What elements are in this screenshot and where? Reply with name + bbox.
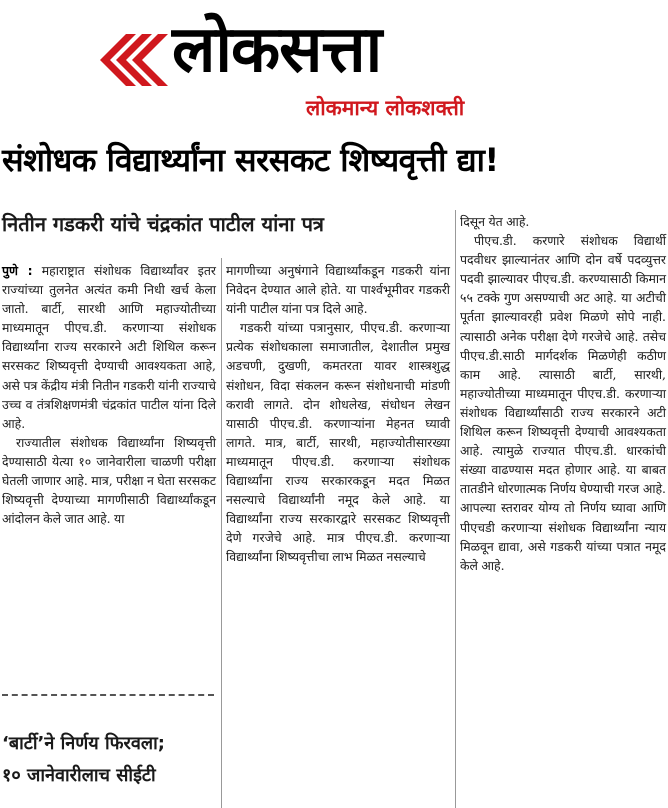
related-headline-line: ‘बार्टी’ने निर्णय फिरवला; — [2, 733, 165, 754]
related-headline-line: १० जानेवारीलाच सीईटी — [2, 765, 156, 786]
related-story-headline — [2, 728, 216, 792]
column-divider — [455, 210, 456, 808]
section-divider — [2, 694, 214, 696]
masthead — [0, 0, 668, 128]
article-headline: संशोधक विद्यार्थ्यांना सरसकट शिष्यवृत्ती द्या! — [2, 141, 499, 179]
dateline: पुणे : — [2, 263, 33, 278]
article-paragraph: मागणीच्या अनुषंगाने विद्यार्थ्यांकडून गडकरी यांना निवेदन देण्यात आले होते. या पार्श्वभूमीवर गडकरी यांनी पाटील यांना पत्र दिले आहे. — [226, 263, 450, 317]
article-paragraph: दिसून येत आहे. — [460, 214, 530, 229]
article-column-2 — [226, 261, 450, 567]
article-column-3 — [460, 212, 666, 575]
article-paragraph — [2, 261, 216, 433]
newspaper-logo: लोकसत्ता — [172, 13, 382, 87]
column-divider — [221, 258, 222, 808]
paragraph-text: महाराष्ट्रात संशोधक विद्यार्थ्यांवर इतर राज्यांच्या तुलनेत अत्यंत कमी निधी खर्च केला जातो. बार्टी, सारथी आणि महाज्योतीच्या माध्यमातून पीएच.डी. करणाऱ्या संशोधक विद्यार्थ्यांना राज्य सरकारने अटी शिथिल करून सरसकट शिष्यवृत्ती देण्याची आवश्यकता आहे, असे पत्र केंद्रीय मंत्री नितीन गडकरी यांनी राज्याचे उच्च व तंत्रशिक्षणमंत्री चंद्रकांत पाटील यांना दिले आहे. — [2, 263, 216, 431]
article-column-1 — [2, 261, 216, 528]
newspaper-tagline: लोकमान्य लोकशक्ती — [306, 96, 465, 120]
article-subhead: नितीन गडकरी यांचे चंद्रकांत पाटील यांना पत्र — [2, 212, 324, 236]
article-paragraph: पीएच.डी. करणारे संशोधक विद्यार्थी पदवीधर झाल्यानंतर आणि दोन वर्षे पदव्युत्तर पदवी झाल्यावर पीएच.डी. करण्यासाठी किमान ५५ टक्के गुण असण्याची अट आहे. या अटीची पूर्तता झाल्यावरही प्रवेश मिळणे सोपे नाही. त्यासाठी अनेक परीक्षा देणे गरजेचे आहे. तसेच पीएच.डी.साठी मार्गदर्शक मिळणेही कठीण काम आहे. त्यासाठी बार्टी, सारथी, महाज्योतीच्या माध्यमातून पीएच.डी. करणाऱ्या संशोधक विद्यार्थ्यांसाठी राज्य सरकारने अटी शिथिल करून शिष्यवृत्ती देण्याची आवश्यकता आहे. त्यामुळे राज्यात पीएच.डी. धारकांची संख्या वाढण्यास मदत होणार आहे. या बाबत तातडीने धोरणात्मक निर्णय घेण्याची गरज आहे. आपल्या स्तरावर योग्य तो निर्णय घ्यावा आणि पीएचडी करणाऱ्या संशोधक विद्यार्थ्यांना न्याय मिळवून द्यावा, असे गडकरी यांच्या पत्रात नमूद केले आहे. — [460, 233, 666, 573]
logo-slash-icon — [96, 30, 168, 90]
article-paragraph: राज्यातील संशोधक विद्यार्थ्यांना शिष्यवृत्ती देण्यासाठी येत्या १० जानेवारीला चाळणी परीक्षा घेतली जाणार आहे. मात्र, परीक्षा न घेता सरसकट शिष्यवृत्ती देण्याच्या मागणीसाठी विद्यार्थ्यांकडून आंदोलन केले जात आहे. या — [2, 434, 216, 527]
article-paragraph: गडकरी यांच्या पत्रानुसार, पीएच.डी. करणाऱ्या प्रत्येक संशोधकाला समाजातील, देशातील प्रमुख अडचणी, दुखणी, कमतरता यावर शास्त्रशुद्ध संशोधन, विदा संकलन करून संशोधनाची मांडणी करावी लागते. दोन शोधलेख, संधोधन लेखन यासाठी पीएच.डी. करणाऱ्यांना मेहनत घ्यावी लागते. मात्र, बार्टी, सारथी, महाज्योतीसारख्या माध्यमातून पीएच.डी. करणाऱ्या संशोधक विद्यार्थ्यांना राज्य सरकारकडून मदत मिळत नसल्याचे विद्यार्थ्यांनी नमूद केले आहे. या विद्यार्थ्यांना राज्य सरकारद्वारे सरसकट शिष्यवृत्ती देणे गरजेचे आहे. मात्र पीएच.डी. करणाऱ्या विद्यार्थ्यांना शिष्यवृत्तीचा लाभ मिळत नसल्याचे — [226, 320, 450, 565]
